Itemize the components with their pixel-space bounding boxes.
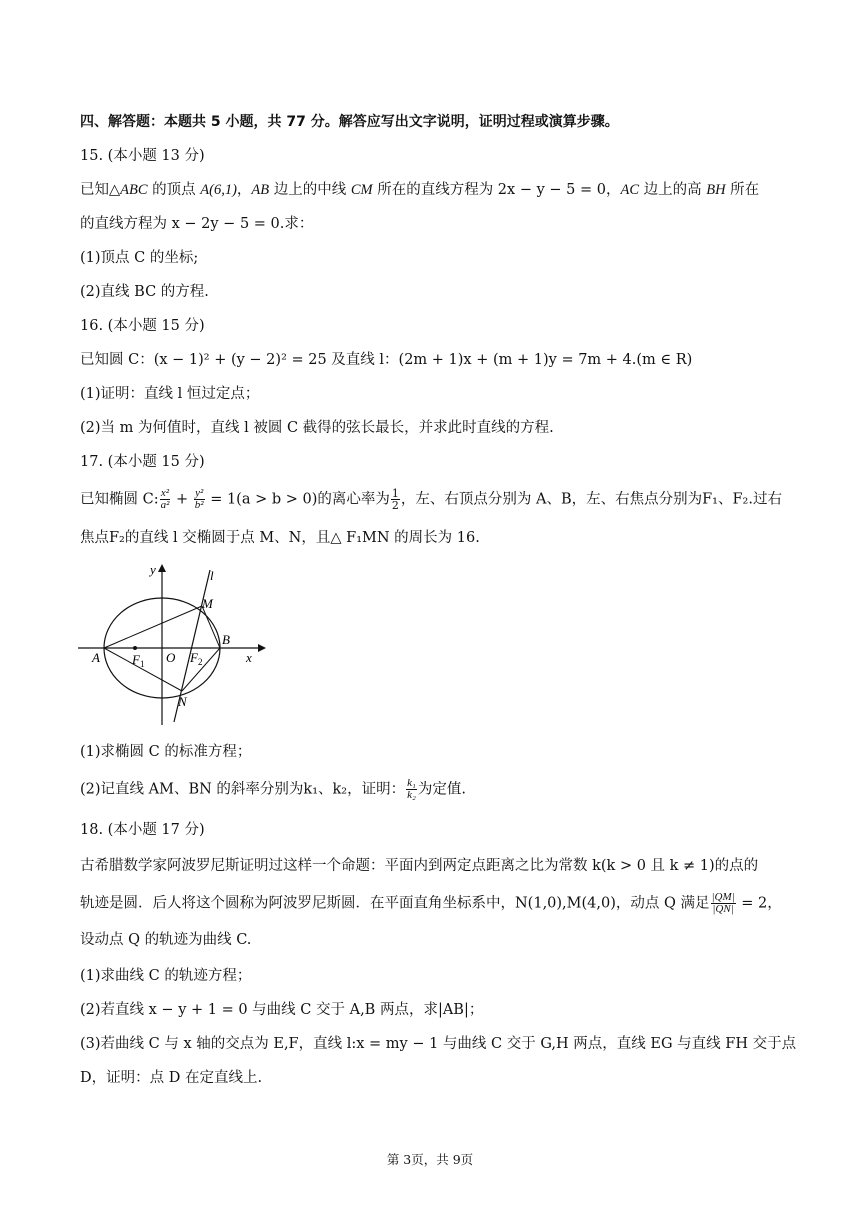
fraction-one-half: $\frac{1}{2}$ — [391, 487, 399, 512]
fraction-y2-b2: $\frac{\text{y²}}{\text{b²}}$ — [194, 487, 204, 511]
q18-line3: 设动点 Q 的轨迹为曲线 C. — [80, 932, 252, 948]
segment-AM — [104, 606, 202, 648]
q15-line2: 的直线方程为 x − 2y − 5 = 0.求： — [80, 216, 314, 232]
q16-line1: 已知圆 C：(x − 1)² + (y − 2)² = 25 及直线 l：(2m + 1)x + (m + 1)y = 7m + 4.(m ∈ R) — [80, 352, 693, 368]
page-footer: 第 3页，共 9页 — [386, 1152, 474, 1167]
label-F2: $F_2$ — [190, 650, 203, 667]
segment-MB — [202, 606, 220, 648]
fraction-QM-QN: $\frac{|QM|}{|QN|}$ — [711, 891, 735, 915]
q18-line1: 古希腊数学家阿波罗尼斯证明过这样一个命题：平面内到两定点距离之比为常数 k(k > 0 且 k ≠ 1)的点的 — [80, 858, 759, 874]
q17-part1: (1)求椭圆 C 的标准方程； — [80, 744, 252, 760]
label-N: N — [178, 694, 187, 709]
label-M: M — [202, 596, 213, 611]
q15-part1: (1)顶点 C 的坐标; — [80, 250, 199, 266]
q15-title: 15. (本小题 13 分) — [80, 148, 205, 164]
q18-part2: (2)若直线 x − y + 1 = 0 与曲线 C 交于 A,B 两点，求|AB|； — [80, 1002, 484, 1018]
focus-F1-dot — [133, 646, 137, 650]
q18-part3-line1: (3)若曲线 C 与 x 轴的交点为 E,F，直线 l:x = my − 1 与曲线 C 交于 G,H 两点，直线 EG 与直线 FH 交于点 — [80, 1036, 797, 1052]
q18-part3-line2: D，证明：点 D 在定直线上. — [80, 1070, 263, 1086]
fraction-x2-a2: $\frac{\text{x²}}{\text{a²}}$ — [160, 487, 170, 511]
label-x: x — [246, 650, 252, 665]
label-F1: $F_1$ — [132, 652, 145, 669]
ellipse-figure — [78, 560, 268, 728]
q18-part1: (1)求曲线 C 的轨迹方程； — [80, 968, 252, 984]
q18-title: 18. (本小题 17 分) — [80, 822, 205, 838]
q17-part2: (2)记直线 AM、BN 的斜率分别为k₁、k₂，证明： $\frac{\text{k₁}}{\text{k₂}}$ 为定值. — [80, 777, 466, 801]
q17-line1: 已知椭圆 C: $\frac{\text{x²}}{\text{a²}}$ + $\frac{\text{y²}}{\text{b²}}$ = 1(a > b > 0)的离心率为 $\frac{1}{2}$ ，左、右顶点分别为 A、B，左、右焦点分别为F₁、F₂.过右 — [80, 487, 782, 512]
q15-part2: (2)直线 BC 的方程. — [80, 284, 209, 300]
label-A: A — [92, 650, 100, 665]
q16-title: 16. (本小题 15 分) — [80, 318, 205, 334]
q16-part1: (1)证明：直线 l 恒过定点； — [80, 386, 260, 402]
fraction-k1-k2: $\frac{\text{k₁}}{\text{k₂}}$ — [407, 777, 416, 801]
label-y: y — [150, 562, 156, 577]
q17-line2: 焦点F₂的直线 l 交椭圆于点 M、N，且△ F₁MN 的周长为 16. — [80, 530, 480, 546]
label-B: B — [222, 632, 230, 647]
label-l: l — [210, 568, 214, 583]
x-axis-arrow — [258, 644, 266, 652]
section-header: 四、解答题：本题共 5 小题，共 77 分。解答应写出文字说明，证明过程或演算步骤。 — [80, 114, 619, 130]
label-O: O — [166, 650, 176, 665]
q15-line1: 已知△ABC 的顶点 A(6,1)，AB 边上的中线 CM 所在的直线方程为 2x − y − 5 = 0，AC 边上的高 BH 所在 — [80, 182, 760, 198]
q17-title: 17. (本小题 15 分) — [80, 454, 205, 470]
q18-line2: 轨迹是圆．后人将这个圆称为阿波罗尼斯圆．在平面直角坐标系中，N(1,0),M(4,0)，动点 Q 满足 $\frac{|QM|}{|QN|}$ = 2， — [80, 891, 782, 915]
y-axis-arrow — [158, 564, 166, 572]
q16-part2: (2)当 m 为何值时，直线 l 被圆 C 截得的弦长最长，并求此时直线的方程. — [80, 420, 554, 436]
